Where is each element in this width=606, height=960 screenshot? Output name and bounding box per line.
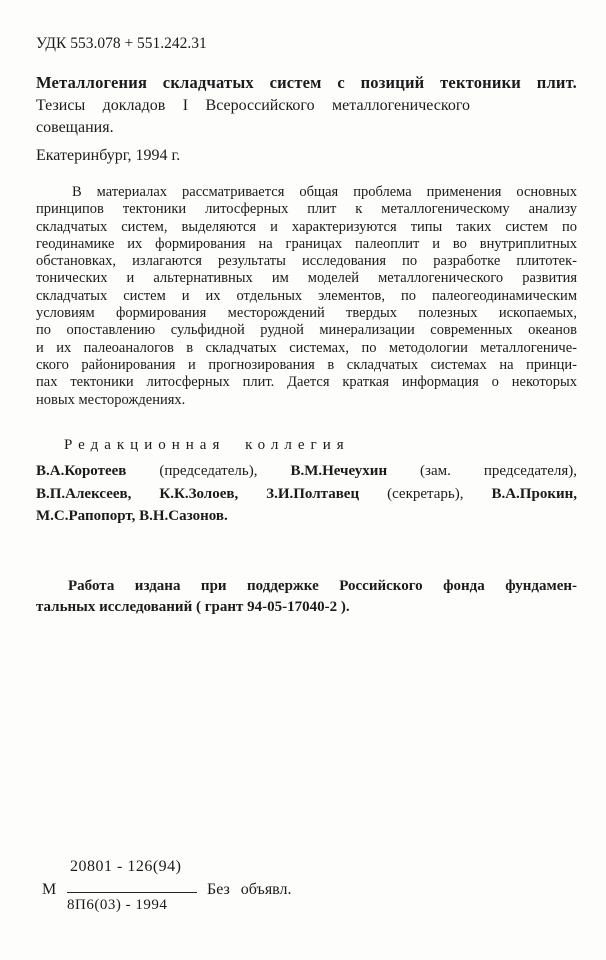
udc-code: УДК 553.078 + 551.242.31 (36, 35, 207, 52)
editor-name: В.П.Алексеев, К.К.Золоев, З.И.Полтавец (36, 485, 360, 502)
abstract-line: новых месторождениях. (36, 391, 186, 408)
editorial-board-heading: Редакционная коллегия (64, 437, 350, 453)
abstract-line: геодинамике их формирования на границах палеоплит и во внутриплитных (36, 235, 577, 252)
funding-note (36, 576, 577, 618)
funding-note-line: тальных исследований ( грант 94-05-17040-2 ). (36, 599, 350, 615)
editor-name: В.А.Прокин, (491, 485, 577, 502)
abstract-line: тонических и альтернативных им моделей металлогенического развития (36, 270, 577, 287)
abstract-line: обстановках, излагаются результаты исследования по разработке плитотек- (36, 253, 577, 270)
editor-name: В.М.Нечеухин (290, 463, 388, 479)
no-announcement-note: Без объявл. (207, 881, 292, 898)
editor-name: В.А.Коротеев (36, 463, 127, 479)
book-subtitle-line: Тезисы докладов I Всероссийского металлогенического (36, 97, 470, 114)
abstract-annotation (36, 184, 577, 409)
book-title: Металлогения складчатых систем с позиций тектоники плит. (36, 73, 577, 92)
abstract-line: условиям формирования месторождений твердых полезных ископаемых, (36, 305, 577, 322)
editorial-board-list (36, 460, 577, 528)
abstract-line: В материалах рассматривается общая проблема применения основных (72, 184, 577, 200)
editor-name: М.С.Рапопорт, В.Н.Сазонов. (36, 508, 228, 524)
abstract-line: пах тектоники литосферных плит. Дается краткая информация о некоторых (36, 374, 577, 391)
title-block (36, 73, 577, 139)
abstract-line: складчатых систем, выделяются и характеризуются типы таких систем по (36, 218, 577, 235)
editor-role: (секретарь), (359, 485, 492, 502)
catalog-numerator: 20801 - 126(94) (70, 858, 182, 875)
abstract-line: складчатых систем и их отдельных элементов, по палеогеодинамическим (36, 287, 577, 304)
abstract-line: принципов тектоники литосферных плит к металлогеническому анализу (36, 201, 577, 218)
book-subtitle-line: совещания. (36, 119, 114, 136)
abstract-line: и их палеоаналогов в складчатых системах, по методологии металлогениче- (36, 339, 577, 356)
city-year: Екатеринбург, 1994 г. (36, 147, 181, 164)
editor-role: (председатель), (126, 463, 291, 479)
imprint-letter-m: М (42, 881, 57, 898)
editorial-board-line (36, 460, 577, 483)
catalog-denominator: 8П6(03) - 1994 (67, 897, 168, 913)
editor-role: (зам. председателя), (387, 463, 577, 479)
abstract-line: ского районирования и прогнозирования в складчатых системах на принци- (36, 356, 577, 373)
book-subtitle (36, 95, 470, 139)
editorial-board-line (36, 505, 577, 528)
editorial-board-line (36, 483, 577, 506)
catalog-imprint (0, 855, 606, 925)
funding-note-line: Работа издана при поддержке Российского фонда фундамен- (68, 578, 577, 594)
abstract-line: по опоставлению сульфидной рудной минерализации современных океанов (36, 322, 577, 339)
fraction-bar (67, 892, 197, 893)
